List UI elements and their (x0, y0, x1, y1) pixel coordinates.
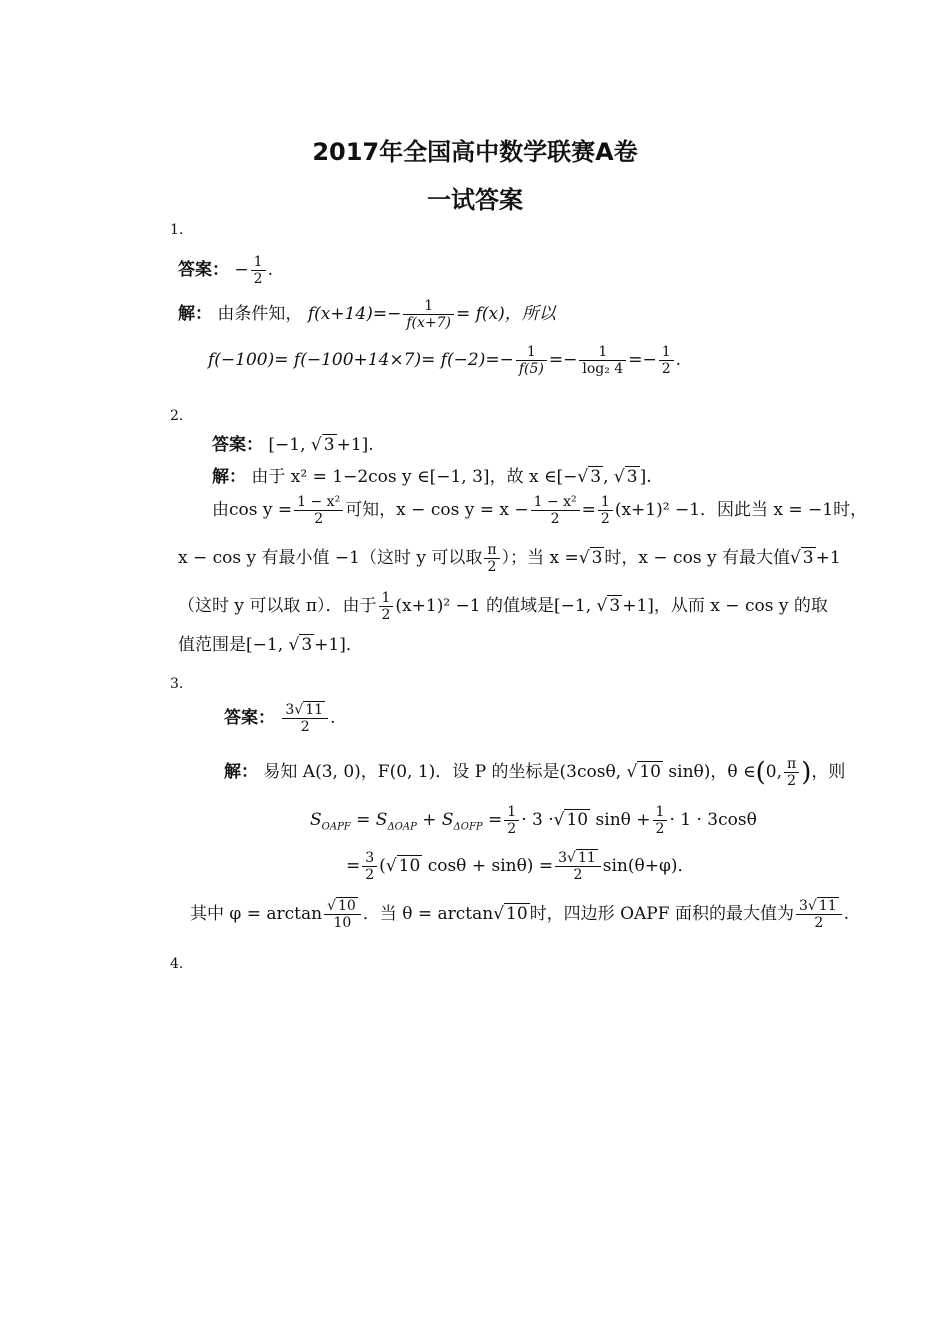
problem-2-answer: 答案： [−1, √ 3 +1]. (212, 435, 374, 455)
problem-3-equation-1: $S_{OAPF} = S_{\Delta OAP} + S_{\Delta OFP}$ = $\frac{1}{2}$ · 3 ·√ 10 sinθ + $\frac{1}{2}$ · 1 · 3cosθ (310, 804, 757, 837)
solution-label: 解 (178, 304, 195, 324)
problem-3-solution-line-2: 其中 φ = arctan $\frac{√ 10}{10}$ ．当 θ = arctan√ 10 时，四边形 OAPF 面积的最大值为 $\frac{3√ 11}{2}$ . (190, 898, 850, 931)
problem-1-solution-line-2: f(−100)= f(−100+14×7)= f(−2)=− $\frac{1}{f(5)}$ =− $\frac{1}{\text{log₂ 4}}$ =− $\frac{1}{2}$ . (208, 344, 682, 377)
page-title: 2017年全国高中数学联赛A卷 (312, 138, 638, 166)
problem-2-number: 2. (170, 408, 184, 424)
problem-1-solution-line-1: 解： 由条件知， f(x+14)=− $\frac{1}{f(x+7)}$ = f(x)，所以 (178, 298, 556, 331)
problem-1-number: 1. (170, 222, 184, 238)
problem-1-answer: 答案： − $\frac{1}{2}$ . (178, 254, 273, 287)
problem-2-solution-line-4: （这时 y 可以取 π）．由于 $\frac{1}{2}$ (x+1)² −1 的值域是[−1, √ 3 +1]，从而 x − cos y 的取 (178, 590, 828, 623)
problem-2-solution-line-3: x − cos y 有最小值 −1（这时 y 可以取 $\frac{\pi}{2}$ ）；当 x =√ 3 时，x − cos y 有最大值√ 3 +1 (178, 542, 841, 575)
problem-4-number: 4. (170, 956, 184, 972)
problem-2-solution-line-2: 由cos y = $\frac{\text{1 − x²}}{2}$ 可知，x − cos y = x − $\frac{\text{1 − x²}}{2}$ = $\frac{1}{2}$ (x+1)² −1．因此当 x = −1时， (212, 494, 868, 527)
problem-3-equation-2: = $\frac{3}{2}$ (√ 10 cosθ + sinθ) = $\frac{3√ 11}{2}$ sin(θ+φ)． (346, 850, 695, 883)
problem-3-answer: 答案： $\frac{3√ 11}{2}$ . (224, 702, 336, 735)
page-subtitle: 一试答案 (427, 186, 523, 214)
answer-label: 答案 (178, 260, 212, 280)
problem-2-solution-line-5: 值范围是[−1, √ 3 +1]． (178, 635, 363, 655)
problem-3-solution-line-1: 解： 易知 A(3, 0)，F(0, 1)．设 P 的坐标是(3cosθ, √ 10 sinθ)，θ ∈(0, $\frac{\pi}{2}$ )，则 (224, 756, 846, 789)
problem-3-number: 3. (170, 676, 184, 692)
problem-2-solution-line-1: 解： 由于 x² = 1−2cos y ∈[−1, 3]，故 x ∈[−√ 3 , √ 3 ]. (212, 467, 652, 487)
